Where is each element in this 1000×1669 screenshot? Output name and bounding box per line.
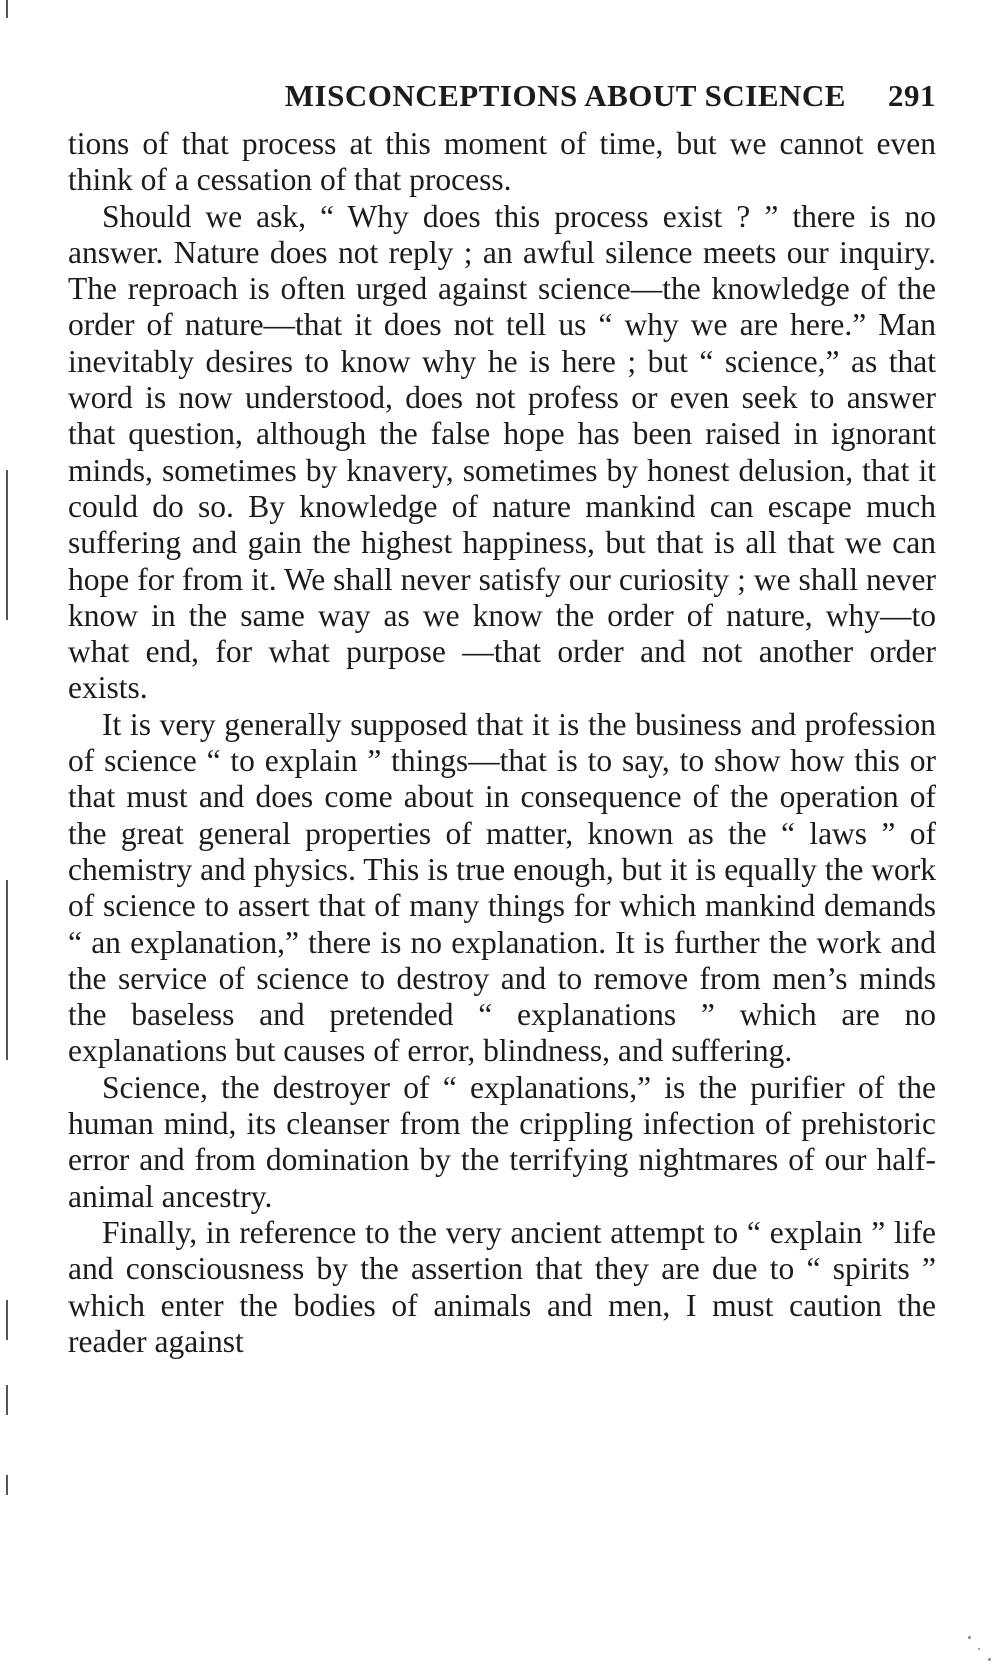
running-head [68,66,936,126]
scan-speck [978,1648,980,1650]
paragraph: Finally, in reference to the very ancient attempt to “ explain ” life and consciousness by the assertion that they are due to “ spirits ” which enter the bodies of animals and men, I must caution the reader against [68,1214,936,1359]
running-title: MISCONCEPTIONS ABOUT SCIENCE [284,78,846,113]
body-text [68,126,936,1360]
paragraph: Science, the destroyer of “ explanations,” is the purifier of the human mind, its cleanser from the crippling infection of prehistoric error and from domination by the terrifying nightmares of our half-animal ancestry. [68,1069,936,1214]
scan-margin-mark [6,0,8,18]
scan-speck [968,1636,971,1639]
scan-margin-mark [6,1475,8,1495]
scan-margin-mark [6,470,8,620]
paragraph: Should we ask, “ Why does this process exist ? ” there is no answer. Nature does not reply ; an awful silence meets our inquiry. The reproach is often urged against science—the knowledge of the order of nature—that it does not tell us “ why we are here.” Man inevitably desires to know why he is here ; but “ science,” as that word is now understood, does not profess or even seek to answer that question, although the false hope has been raised in ignorant minds, sometimes by knavery, sometimes by honest delusion, that it could do so. By knowledge of nature mankind can escape much suffering and gain the highest happiness, but that is all that we can hope for from it. We shall never satisfy our curiosity ; we shall never know in the same way as we know the order of nature, why—to what end, for what purpose —that order and not another order exists. [68,198,936,706]
scan-margin-mark [6,1300,8,1340]
book-page [68,66,936,1360]
scan-margin-mark [6,880,8,1060]
paragraph-continued: tions of that process at this moment of time, but we cannot even think of a cessation of that process. [68,126,936,198]
scan-speck [988,1658,991,1661]
scan-margin-mark [6,1385,8,1415]
paragraph: It is very generally supposed that it is the business and profession of science “ to explain ” things—that is to say, to show how this or that must and does come about in consequence of the operation of the great general properties of matter, known as the “ laws ” of chemistry and physics. This is true enough, but it is equally the work of science to assert that of many things for which mankind demands “ an explanation,” there is no explanation. It is further the work and the service of science to destroy and to remove from men’s minds the baseless and pretended “ explanations ” which are no explanations but causes of error, blindness, and suffering. [68,706,936,1069]
page-number: 291 [888,78,936,113]
